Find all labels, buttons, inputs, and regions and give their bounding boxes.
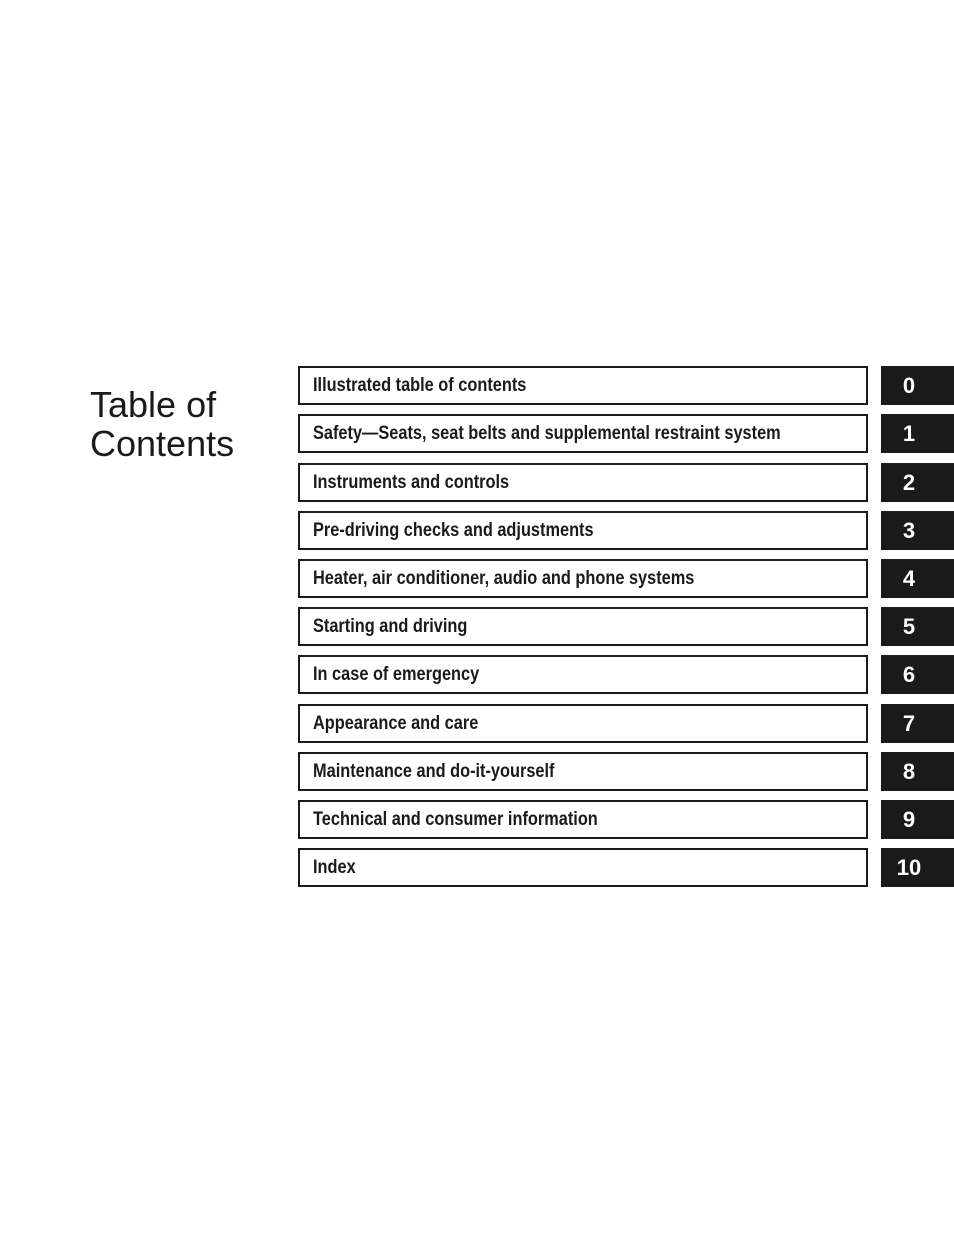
toc-tab-6[interactable] [881, 655, 954, 694]
toc-entry-label: In case of emergency [313, 664, 480, 685]
toc-tab-number: 6 [902, 662, 916, 687]
toc-tab-number: 2 [902, 470, 916, 495]
toc-row-3 [298, 511, 954, 550]
toc-row-7 [298, 704, 954, 743]
toc-tab-2[interactable] [881, 463, 954, 502]
toc-row-2 [298, 463, 954, 502]
toc-tab-8[interactable] [881, 752, 954, 791]
toc-entry-safety[interactable] [298, 414, 868, 453]
toc-tab-7[interactable] [881, 704, 954, 743]
toc-entry-label: Illustrated table of contents [313, 375, 527, 396]
toc-entry-in-case-of-emergency[interactable] [298, 655, 868, 694]
toc-tab-number: 1 [902, 421, 916, 446]
toc-tab-number: 8 [902, 759, 916, 784]
toc-row-4 [298, 559, 954, 598]
toc-entry-label: Appearance and care [313, 713, 479, 734]
toc-entry-label: Index [313, 857, 356, 878]
toc-tab-1[interactable] [881, 414, 954, 453]
toc-tab-number: 7 [902, 711, 916, 736]
page-title [90, 385, 290, 463]
toc-tab-number: 10 [896, 855, 922, 880]
toc-tab-0[interactable] [881, 366, 954, 405]
toc-tab-number: 9 [902, 807, 916, 832]
toc-entry-maintenance[interactable] [298, 752, 868, 791]
toc-entry-starting-and-driving[interactable] [298, 607, 868, 646]
toc-row-1 [298, 414, 954, 453]
toc-entry-index[interactable] [298, 848, 868, 887]
toc-entry-appearance-and-care[interactable] [298, 704, 868, 743]
toc-row-8 [298, 752, 954, 791]
toc-tab-number: 3 [902, 518, 916, 543]
toc-tab-10[interactable] [881, 848, 954, 887]
toc-tab-9[interactable] [881, 800, 954, 839]
toc-tab-5[interactable] [881, 607, 954, 646]
toc-tab-number: 4 [902, 566, 916, 591]
toc-entry-label: Technical and consumer information [313, 809, 598, 830]
toc-entry-label: Starting and driving [313, 616, 468, 637]
toc-entry-label: Heater, air conditioner, audio and phone systems [313, 568, 695, 589]
page-title-line-2: Contents [90, 423, 235, 465]
toc-tab-4[interactable] [881, 559, 954, 598]
toc-entry-instruments-and-controls[interactable] [298, 463, 868, 502]
toc-tab-3[interactable] [881, 511, 954, 550]
toc-entry-label: Maintenance and do-it-yourself [313, 761, 555, 782]
toc-entry-label: Safety—Seats, seat belts and supplemental restraint system [313, 423, 781, 444]
toc-entry-heater-audio-phone[interactable] [298, 559, 868, 598]
toc-entry-technical-and-consumer-information[interactable] [298, 800, 868, 839]
page-title-line-1: Table of [90, 384, 217, 426]
toc-entry-label: Instruments and controls [313, 472, 510, 493]
toc-tab-number: 5 [902, 614, 916, 639]
toc-row-0 [298, 366, 954, 405]
toc-tab-number: 0 [902, 373, 916, 398]
toc-row-9 [298, 800, 954, 839]
toc-entry-illustrated-table-of-contents[interactable] [298, 366, 868, 405]
toc-entry-label: Pre-driving checks and adjustments [313, 520, 594, 541]
toc-entry-pre-driving-checks[interactable] [298, 511, 868, 550]
toc-row-10 [298, 848, 954, 887]
toc-row-5 [298, 607, 954, 646]
toc-row-6 [298, 655, 954, 694]
